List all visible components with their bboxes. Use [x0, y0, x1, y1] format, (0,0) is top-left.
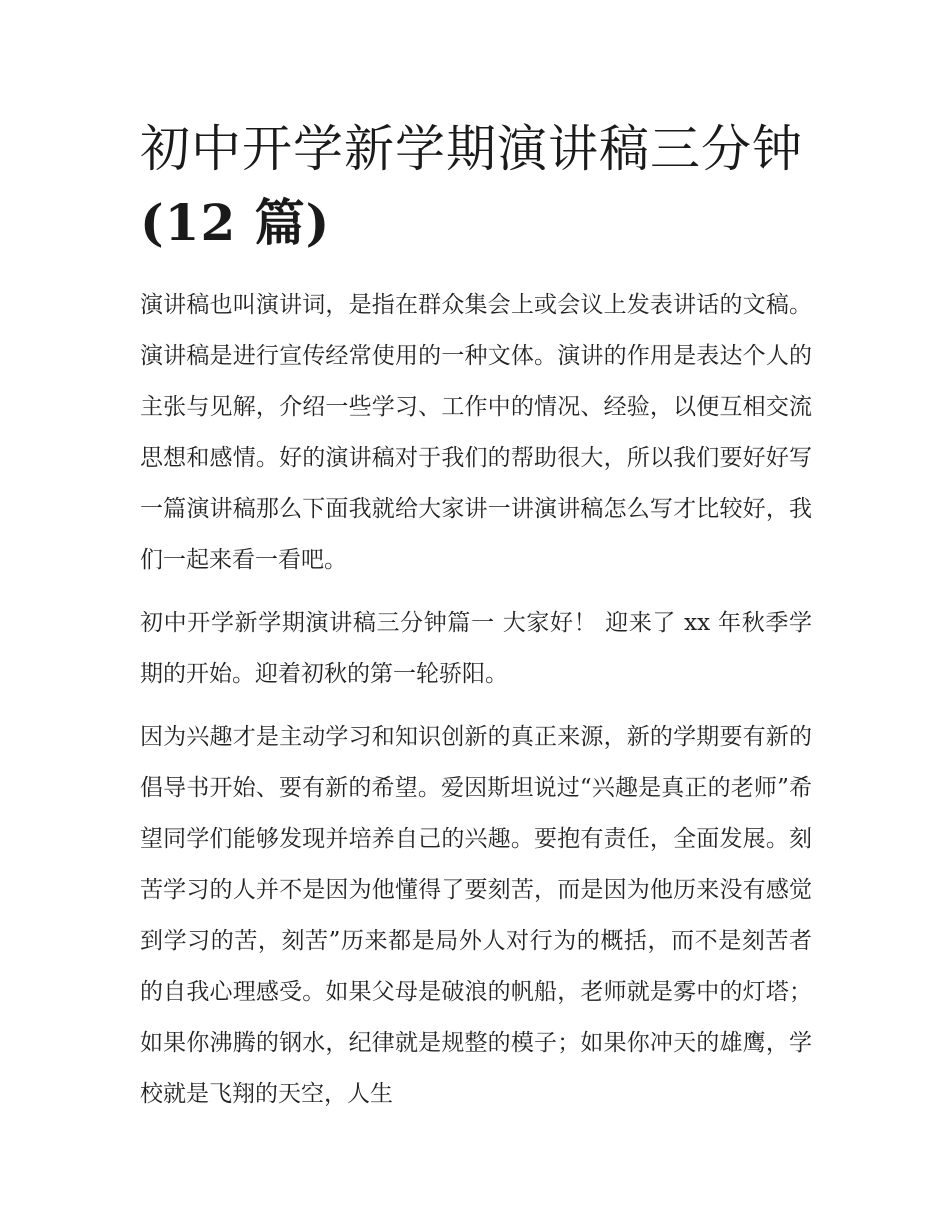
- title-count: (12 篇): [140, 193, 331, 252]
- body-paragraph-2: 因为兴趣才是主动学习和知识创新的真正来源，新的学期要有新的倡导书开始、要有新的希望。爱因斯坦说过“兴趣是真正的老师”希望同学们能够发现并培养自己的兴趣。要抱有责任，全面发展。刻苦学习的人并不是因为他懂得了要刻苦，而是因为他历来没有感觉到学习的苦，刻苦”历来都是局外人对行为的概括，而不是刻苦者的自我心理感受。如果父母是破浪的帆船，老师就是雾中的灯塔；如果你沸腾的钢水，纪律就是规整的模子；如果你冲天的雄鹰，学校就是飞翔的天空，人生: [140, 724, 812, 1107]
- intro-paragraph: 演讲稿也叫演讲词，是指在群众集会上或会议上发表讲话的文稿。演讲稿是进行宣传经常使用的一种文体。演讲的作用是表达个人的主张与见解，介绍一些学习、工作中的情况、经验，以便互相交流思想和感情。好的演讲稿对于我们的帮助很大，所以我们要好好写一篇演讲稿那么下面我就给大家讲一讲演讲稿怎么写才比较好，我们一起来看一看吧。: [140, 292, 812, 573]
- body-paragraph-1: 初中开学新学期演讲稿三分钟篇一 大家好！ 迎来了 xx 年秋季学期的开始。迎着初秋的第一轮骄阳。: [140, 610, 812, 687]
- title-main: 初中开学新学期演讲稿三分钟: [140, 120, 803, 178]
- document-title: [140, 112, 812, 260]
- document-page: [140, 112, 812, 1120]
